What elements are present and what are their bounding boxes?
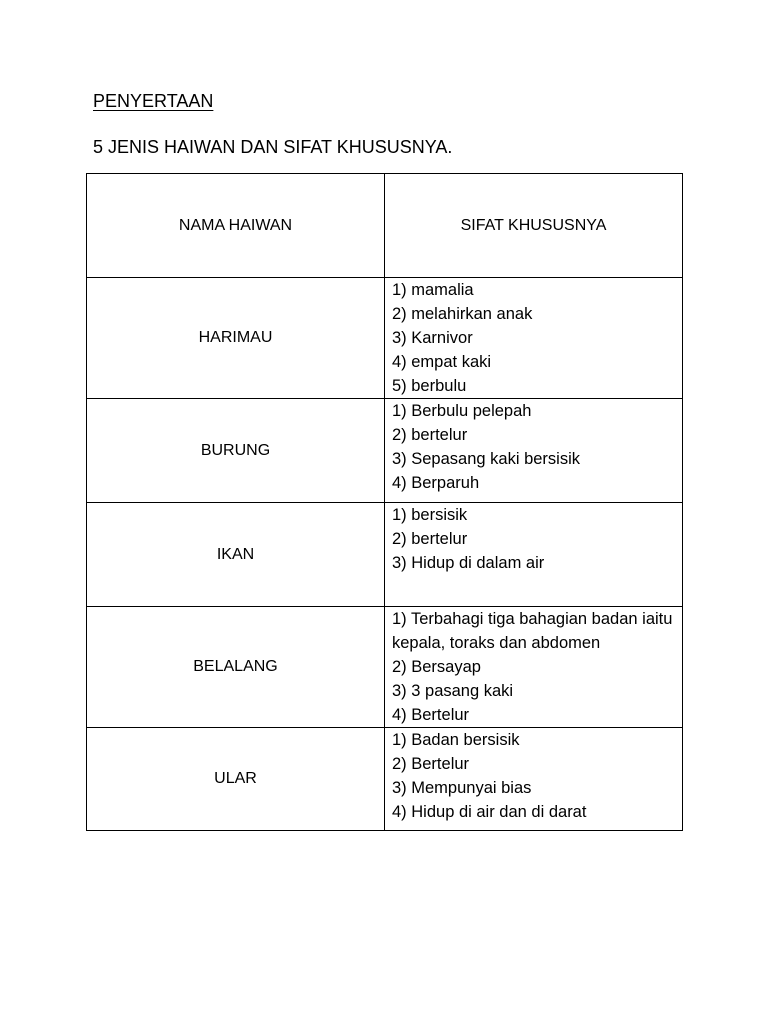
list-item: 4) Hidup di air dan di darat xyxy=(392,803,587,821)
table-row xyxy=(87,503,683,607)
document-subtitle: 5 JENIS HAIWAN DAN SIFAT KHUSUSNYA. xyxy=(93,137,453,157)
list-item: 1) Terbahagi tiga bahagian badan iaitu kepala, toraks dan abdomen xyxy=(392,610,673,652)
list-item: 1) mamalia xyxy=(392,281,474,299)
table-row xyxy=(87,607,683,728)
list-item: 2) bertelur xyxy=(392,530,468,548)
list-item: 3) Karnivor xyxy=(392,329,473,347)
list-item: 1) Berbulu pelepah xyxy=(392,402,532,420)
list-item: 4) Berparuh xyxy=(392,474,480,492)
table-row xyxy=(87,728,683,831)
header-properties: SIFAT KHUSUSNYA xyxy=(385,174,683,278)
list-item: 2) melahirkan anak xyxy=(392,305,533,323)
properties-cell xyxy=(385,728,683,831)
properties-cell xyxy=(385,278,683,399)
list-item: 1) bersisik xyxy=(392,506,468,524)
animal-properties-table xyxy=(86,173,683,831)
list-item: 2) Bersayap xyxy=(392,658,481,676)
animal-name-cell: BELALANG xyxy=(87,607,385,728)
list-item: 3) Sepasang kaki bersisik xyxy=(392,450,581,468)
list-item: 4) empat kaki xyxy=(392,353,492,371)
table-header-row xyxy=(87,174,683,278)
list-item: 4) Bertelur xyxy=(392,706,470,724)
section-heading: PENYERTAAN xyxy=(93,91,214,111)
animal-name-cell: ULAR xyxy=(87,728,385,831)
list-item: 3) Mempunyai bias xyxy=(392,779,532,797)
list-item: 3) Hidup di dalam air xyxy=(392,554,545,572)
list-item: 1) Badan bersisik xyxy=(392,731,520,749)
properties-list xyxy=(392,278,676,398)
list-item: 5) berbulu xyxy=(392,377,467,395)
list-item: 2) Bertelur xyxy=(392,755,470,773)
properties-list xyxy=(392,728,676,824)
animal-name-cell: HARIMAU xyxy=(87,278,385,399)
animal-name-cell: IKAN xyxy=(87,503,385,607)
properties-cell xyxy=(385,503,683,607)
list-item: 2) bertelur xyxy=(392,426,468,444)
properties-list xyxy=(392,399,676,495)
list-item: 3) 3 pasang kaki xyxy=(392,682,514,700)
header-animal-name: NAMA HAIWAN xyxy=(87,174,385,278)
properties-list xyxy=(392,607,676,727)
table-row xyxy=(87,278,683,399)
properties-cell xyxy=(385,399,683,503)
properties-list xyxy=(392,503,676,575)
properties-cell xyxy=(385,607,683,728)
animal-name-cell: BURUNG xyxy=(87,399,385,503)
table-row xyxy=(87,399,683,503)
